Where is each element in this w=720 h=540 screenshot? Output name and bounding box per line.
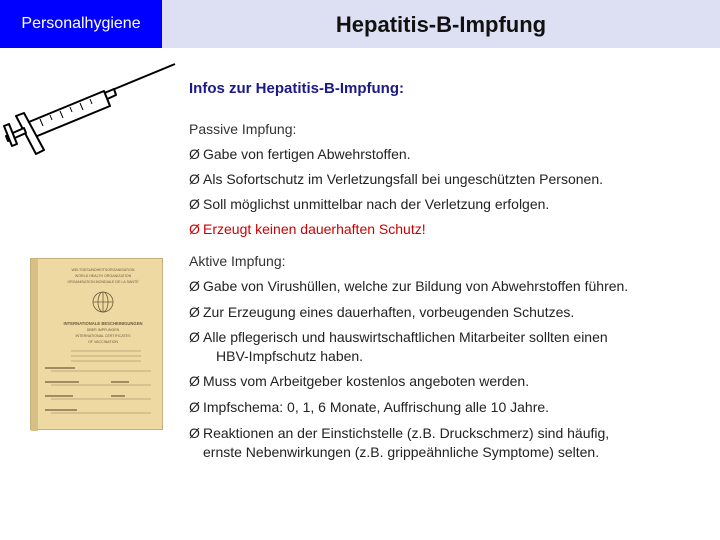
card-text-line: ÜBER IMPFUNGEN <box>86 328 120 332</box>
arrow-bullet-icon: Ø <box>189 399 200 415</box>
card-text-line: WORLD HEALTH ORGANIZATION <box>74 274 132 278</box>
list-item: Ø Impfschema: 0, 1, 6 Monate, Auffrischung alle 10 Jahre. <box>189 399 550 415</box>
list-item: Ø Gabe von fertigen Abwehrstoffen. <box>189 146 411 162</box>
arrow-bullet-icon: Ø <box>189 329 200 345</box>
arrow-bullet-icon: Ø <box>189 221 200 237</box>
arrow-bullet-icon: Ø <box>189 373 200 389</box>
arrow-bullet-icon: Ø <box>189 304 200 320</box>
warning-list-item: Ø Erzeugt keinen dauerhaften Schutz! <box>189 221 426 237</box>
list-item: Ø Gabe von Virushüllen, welche zur Bildung von Abwehrstoffen führen. <box>189 278 629 294</box>
active-label: Aktive Impfung: <box>189 253 286 269</box>
list-item: Ø Soll möglichst unmittelbar nach der Verletzung erfolgen. <box>189 196 550 212</box>
list-item: Ø Reaktionen an der Einstichstelle (z.B. Druckschmerz) sind häufig, ernste Nebenwirkungen (z.B. grippeähnliche Symptome) selten. <box>189 425 610 460</box>
vaccination-certificate-icon <box>31 259 164 431</box>
arrow-bullet-icon: Ø <box>189 171 200 187</box>
arrow-bullet-icon: Ø <box>189 278 200 294</box>
list-item: Ø Muss vom Arbeitgeber kostenlos angeboten werden. <box>189 373 530 389</box>
list-item: Ø Als Sofortschutz im Verletzungsfall bei ungeschützten Personen. <box>189 171 603 187</box>
list-item: Ø Zur Erzeugung eines dauerhaften, vorbeugenden Schutzes. <box>189 304 575 320</box>
syringe-icon <box>0 58 180 163</box>
card-text-line: ORGANISATION MONDIALE DE LA SANTÉ <box>67 280 139 284</box>
section-label: Personalhygiene <box>0 0 162 48</box>
arrow-bullet-icon: Ø <box>189 146 200 162</box>
who-emblem <box>93 292 113 312</box>
arrow-bullet-icon: Ø <box>189 196 200 212</box>
vaccination-card <box>30 258 163 430</box>
page-title: Hepatitis-B-Impfung <box>162 0 720 48</box>
passive-label: Passive Impfung: <box>189 121 297 137</box>
card-text-line: OF VACCINATION <box>87 340 119 344</box>
card-text-line: WELTGESUNDHEITSORGANISATION <box>71 268 135 272</box>
arrow-bullet-icon: Ø <box>189 425 200 441</box>
content-heading: Infos zur Hepatitis-B-Impfung: <box>189 80 404 97</box>
card-text-line: INTERNATIONALE BESCHEINIGUNGEN <box>63 321 143 326</box>
list-item: Ø Alle pflegerisch und hauswirtschaftlichen Mitarbeiter sollten einen HBV-Impfschutz haben. <box>189 329 608 364</box>
card-text-line: INTERNATIONAL CERTIFICATES <box>75 334 131 338</box>
